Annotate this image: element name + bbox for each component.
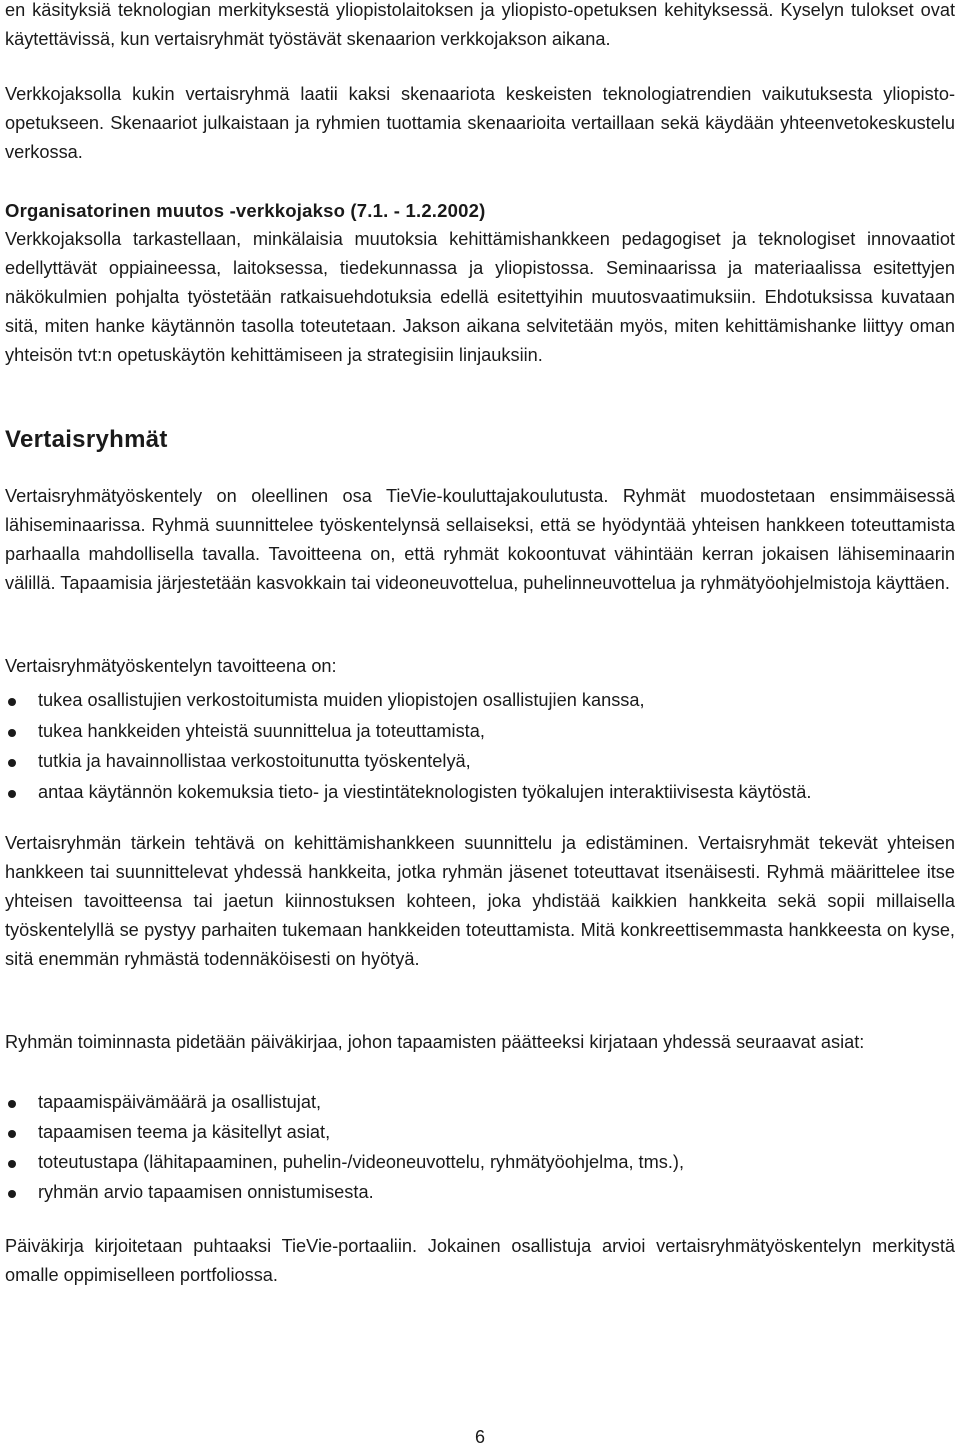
list-item (5, 1178, 955, 1208)
diary-list (5, 1088, 955, 1208)
list-item-text: tapaamisen teema ja käsitellyt asiat, (38, 1122, 331, 1142)
list-item-text: tukea osallistujien verkostoitumista muiden yliopistojen osallistujien kanssa, (38, 690, 645, 710)
list-item-text: tutkia ja havainnollistaa verkostoitunutta työskentelyä, (38, 751, 471, 771)
intro-paragraph-1: en käsityksiä teknologian merkityksestä yliopistolaitoksen ja yliopisto-opetuksen kehityksessä. Kyselyn tulokset ovat käytettävissä, kun vertaisryhmät työstävät skenaarion verkkojakson aikana. (5, 0, 955, 49)
list-item-text: toteutustapa (lähitapaaminen, puhelin-/videoneuvottelu, ryhmätyöohjelma, tms.), (38, 1152, 685, 1172)
bullet-icon (8, 759, 16, 767)
section-heading-vertaisryhmat: Vertaisryhmät (5, 426, 168, 453)
bullet-icon (8, 1160, 16, 1168)
list-item-text: ryhmän arvio tapaamisen onnistumisesta. (38, 1182, 374, 1202)
list-item (5, 686, 955, 717)
page-number: 6 (474, 1427, 485, 1447)
list-item-text: antaa käytännön kokemuksia tieto- ja viestintäteknologisten työkalujen interaktiivisesta käytöstä. (38, 781, 812, 802)
list-item (5, 1088, 955, 1118)
bullet-icon (8, 729, 16, 737)
diary-paragraph: Ryhmän toiminnasta pidetään päiväkirjaa, johon tapaamisten päätteeksi kirjataan yhdessä seuraavat asiat: (5, 1032, 865, 1052)
list-item (5, 1118, 955, 1148)
list-item-text: tukea hankkeiden yhteistä suunnittelua ja toteuttamista, (38, 720, 485, 741)
intro-paragraph-2: Verkkojaksolla kukin vertaisryhmä laatii kaksi skenaariota keskeisten teknologiatrendien vaikutuksesta yliopisto-opetukseen. Skenaariot julkaistaan ja ryhmien tuottamia skenaarioita vertaillaan sekä käydään yhteenvetokeskustelu verkossa. (5, 84, 955, 162)
task-paragraph: Vertaisryhmän tärkein tehtävä on kehittämishankkeen suunnittelu ja edistäminen. Vertaisryhmät tekevät yhteisen hankkeen tai suunnittelevat yhdessä hankkeita, jotka ryhmän jäsenet toteuttavat itsenäisesti. Ryhmä määrittelee itse yhteisen tavoitteensa tai jaetun kiinnostuksen kohteen, joka yhdistää kaikkien hankkeita sekä sopii millaisella työskentelyllä se pystyy parhaiten tukemaan hankkeiden toteuttamista. Mitä konkreettisemmasta hankkeesta on kyse, sitä enemmän ryhmästä todennäköisesti on hyötyä. (5, 833, 955, 969)
section-heading-organisatorinen: Organisatorinen muutos -verkkojakso (7.1. - 1.2.2002) (5, 200, 486, 221)
goals-lead: Vertaisryhmätyöskentelyn tavoitteena on: (5, 656, 337, 676)
bullet-icon (8, 1100, 16, 1108)
portal-paragraph: Päiväkirja kirjoitetaan puhtaaksi TieVie-portaaliin. Jokainen osallistuja arvioi vertaisryhmätyöskentelyn merkitystä omalle oppimiselleen portfoliossa. (5, 1236, 955, 1285)
bullet-icon (8, 1190, 16, 1198)
list-item (5, 778, 955, 809)
list-item (5, 747, 955, 778)
list-item (5, 1148, 955, 1178)
org-paragraph: Verkkojaksolla tarkastellaan, minkälaisia muutoksia kehittämishankkeen pedagogiset ja teknologiset innovaatiot edellyttävät oppiaineessa, laitoksessa, tiedekunnassa ja yliopistossa. Seminaarissa ja materiaalissa esitettyjen näkökulmien pohjalta työstetään ratkaisuehdotuksia edellä esitettyihin muutosvaatimuksiin. Ehdotuksissa kuvataan sitä, miten hanke käytännön tasolla toteutetaan. Jakson aikana selvitetään myös, miten kehittämishanke liittyy oman yhteisön tvt:n opetuskäytön kehittämiseen ja strategisiin linjauksiin. (5, 229, 955, 365)
vertaisryhmat-paragraph: Vertaisryhmätyöskentely on oleellinen osa TieVie-kouluttajakoulutusta. Ryhmät muodostetaan ensimmäisessä lähiseminaarissa. Ryhmä suunnittelee työskentelynsä sellaiseksi, että se hyödyntää yhteisen hankkeen toteuttamista parhaalla mahdollisella tavalla. Tavoitteena on, että ryhmät kokoontuvat vähintään kerran jokaisen lähiseminaarin välillä. Tapaamisia järjestetään kasvokkain tai videoneuvottelua, puhelinneuvottelua ja ryhmätyöohjelmistoja käyttäen. (5, 486, 955, 593)
list-item (5, 717, 955, 748)
list-item-text: tapaamispäivämäärä ja osallistujat, (38, 1092, 322, 1112)
bullet-icon (8, 790, 16, 798)
bullet-icon (8, 698, 16, 706)
goals-list (5, 686, 955, 808)
bullet-icon (8, 1130, 16, 1138)
